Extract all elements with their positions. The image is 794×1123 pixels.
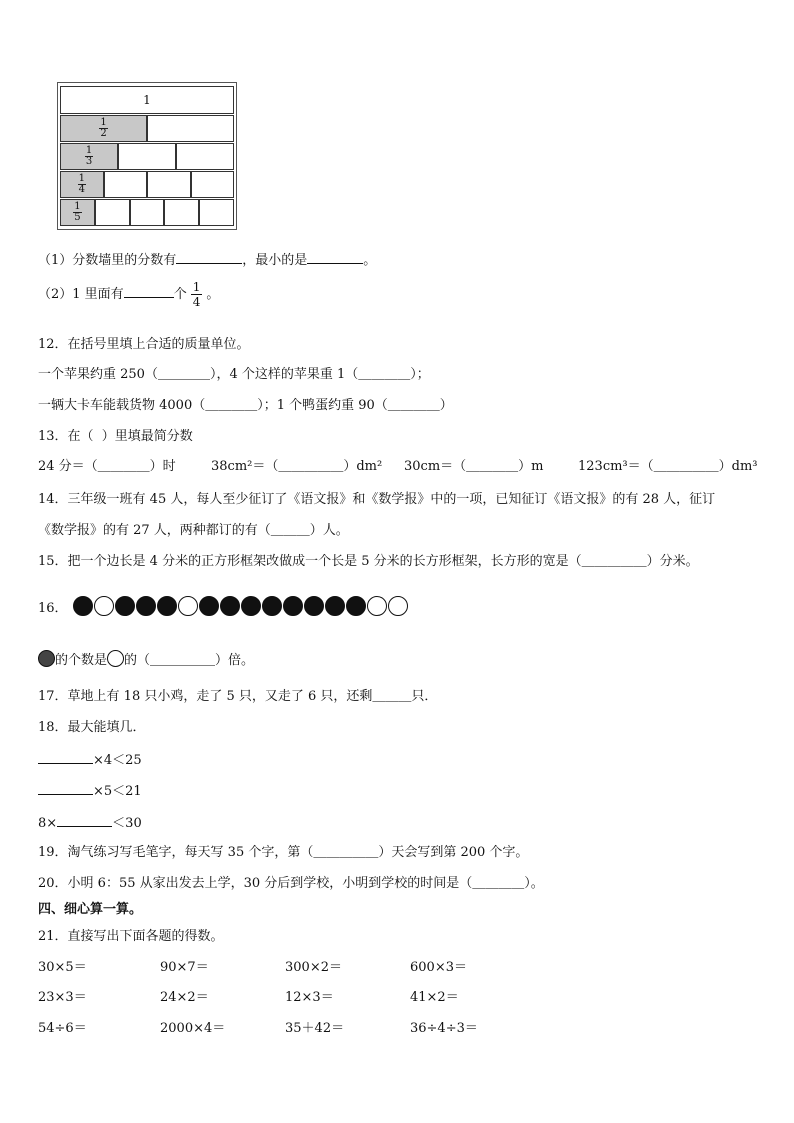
- white-circle-icon: [107, 650, 124, 667]
- black-bead-icon: [304, 596, 324, 616]
- q18-blank-1[interactable]: [38, 750, 93, 764]
- black-bead-icon: [283, 596, 303, 616]
- q18-line1: [38, 750, 142, 770]
- bead-row: [73, 596, 409, 620]
- black-circle-icon: [38, 650, 55, 667]
- white-bead-icon: [388, 596, 408, 616]
- wall-fraction-numerator: 1: [100, 117, 107, 128]
- q15-text: 15．把一个边长是 4 分米的正方形框架改做成一个长是 5 分米的长方形框架，长方形的宽是（＿＿＿＿＿）分米。: [38, 554, 699, 569]
- wall-fraction-label: [99, 118, 107, 139]
- calc-item: 36÷4÷3＝: [410, 1021, 478, 1036]
- calc-item: 90×7＝: [160, 960, 209, 975]
- q11-blank-count[interactable]: [124, 284, 174, 298]
- q18-title: 18．最大能填几．: [38, 720, 146, 735]
- q18-blank-3[interactable]: [57, 813, 112, 827]
- wall-cell: [60, 143, 118, 170]
- q14-line1: 14．三年级一班有 45 人，每人至少征订了《语文报》和《数学报》中的一项，已知征订《语文报》的有 28 人，征订: [38, 492, 716, 507]
- wall-cell: [147, 115, 234, 142]
- wall-fraction-denominator: 3: [85, 156, 93, 167]
- q14-line2: 《数学报》的有 27 人，两种都订的有（＿＿＿）人。: [38, 523, 349, 538]
- wall-cell: [60, 115, 147, 142]
- calc-item: 30×5＝: [38, 960, 87, 975]
- fraction-denominator: 4: [192, 295, 201, 309]
- q16-text-a: 的个数是: [55, 653, 108, 668]
- q18-blank-2[interactable]: [38, 781, 93, 795]
- q11-part2: [38, 280, 219, 310]
- black-bead-icon: [136, 596, 156, 616]
- black-bead-icon: [115, 596, 135, 616]
- q21-title: 21．直接写出下面各题的得数。: [38, 929, 224, 944]
- q16-question: [38, 650, 254, 670]
- wall-fraction-numerator: 1: [85, 145, 93, 156]
- wall-row-thirds: [60, 143, 234, 170]
- black-bead-icon: [220, 596, 240, 616]
- q18-line3: [38, 813, 142, 833]
- q13-items: [38, 458, 176, 476]
- black-bead-icon: [241, 596, 261, 616]
- calc-item: 54÷6＝: [38, 1021, 87, 1036]
- wall-fraction-label: [78, 174, 86, 195]
- calc-item: 41×2＝: [410, 990, 459, 1005]
- q18-line1-text: ×4＜25: [93, 753, 142, 768]
- q11-part2-text-a: （2）1 里面有: [38, 287, 124, 302]
- q11-blank-smallest[interactable]: [307, 250, 363, 264]
- wall-row-whole: [60, 86, 234, 114]
- black-bead-icon: [325, 596, 345, 616]
- black-bead-icon: [73, 596, 93, 616]
- section4-title: 四、细心算一算。: [38, 902, 143, 917]
- q12-line2: 一辆大卡车能载货物 4000（＿＿＿＿）；1 个鸭蛋约重 90（＿＿＿＿）: [38, 398, 453, 413]
- wall-fraction-label: [85, 146, 93, 167]
- wall-cell: [60, 199, 95, 226]
- wall-fraction-denominator: 5: [74, 212, 81, 223]
- q18-line2: [38, 781, 142, 801]
- wall-fraction-numerator: 1: [74, 201, 81, 212]
- q11-part2-text-b: 个: [173, 287, 187, 302]
- wall-cell: [191, 171, 235, 198]
- wall-fraction-label: [73, 202, 81, 223]
- calc-item: 35＋42＝: [285, 1021, 345, 1036]
- black-bead-icon: [199, 596, 219, 616]
- wall-whole-label: 1: [143, 93, 151, 107]
- q12-title: 12．在括号里填上合适的质量单位。: [38, 337, 250, 352]
- wall-cell: [118, 143, 176, 170]
- calc-item: 12×3＝: [285, 990, 334, 1005]
- q13-item-4: 123cm³＝（＿＿＿＿＿）dm³: [578, 459, 758, 474]
- calc-item: 600×3＝: [410, 960, 467, 975]
- q13-item-1: 24 分＝（＿＿＿＿）时: [38, 459, 176, 474]
- fraction-numerator: 1: [192, 280, 201, 294]
- q11-blank-fractions[interactable]: [176, 250, 242, 264]
- q11-part1-text-c: 。: [363, 253, 377, 268]
- wall-cell: [60, 171, 104, 198]
- wall-row-quarters: [60, 171, 234, 198]
- q12-line1: 一个苹果约重 250（＿＿＿＿），4 个这样的苹果重 1（＿＿＿＿）；: [38, 367, 430, 382]
- q20-text: 20．小明 6：55 从家出发去上学，30 分后到学校，小明到学校的时间是（＿＿＿＿）。: [38, 876, 544, 891]
- wall-cell: [130, 199, 165, 226]
- black-bead-icon: [157, 596, 177, 616]
- wall-cell: [104, 171, 148, 198]
- wall-fraction-denominator: 4: [78, 184, 85, 195]
- wall-row-fifths: [60, 199, 234, 226]
- q11-part1-text-b: ，最小的是: [242, 253, 308, 268]
- wall-cell: [199, 199, 234, 226]
- q13-title: 13．在（ ）里填最简分数: [38, 429, 193, 444]
- q13-item-2: 38cm²＝（＿＿＿＿＿）dm²: [211, 459, 383, 474]
- fraction-wall: [57, 82, 237, 230]
- fraction-one-quarter: [191, 280, 203, 309]
- white-bead-icon: [367, 596, 387, 616]
- q13-item-3: 30cm＝（＿＿＿＿）m: [404, 459, 544, 474]
- wall-cell: [164, 199, 199, 226]
- q18-line2-text: ×5＜21: [93, 784, 142, 799]
- wall-cell: [95, 199, 130, 226]
- black-bead-icon: [346, 596, 366, 616]
- q18-line3-text-b: ＜30: [112, 816, 142, 831]
- q19-text: 19．淘气练习写毛笔字，每天写 35 个字，第（＿＿＿＿＿）天会写到第 200 个字。: [38, 845, 529, 860]
- calc-item: 2000×4＝: [160, 1021, 226, 1036]
- calc-item: 24×2＝: [160, 990, 209, 1005]
- q17-text: 17．草地上有 18 只小鸡，走了 5 只，又走了 6 只，还剩＿＿＿只．: [38, 689, 438, 704]
- white-bead-icon: [178, 596, 198, 616]
- wall-cell: [176, 143, 234, 170]
- wall-cell: [147, 171, 191, 198]
- wall-fraction-denominator: 2: [100, 128, 107, 139]
- white-bead-icon: [94, 596, 114, 616]
- black-bead-icon: [262, 596, 282, 616]
- q11-part1: [38, 250, 376, 270]
- q16-text-b: 的（＿＿＿＿＿）倍。: [124, 653, 255, 668]
- q18-line3-text-a: 8×: [38, 816, 58, 831]
- wall-row-halves: [60, 115, 234, 142]
- q11-part2-text-c: 。: [206, 287, 220, 302]
- calc-item: 23×3＝: [38, 990, 87, 1005]
- q16-label: 16．: [38, 601, 68, 616]
- wall-cell-whole: [60, 86, 234, 114]
- q11-part1-text-a: （1）分数墙里的分数有: [38, 253, 177, 268]
- calc-item: 300×2＝: [285, 960, 342, 975]
- wall-fraction-numerator: 1: [78, 173, 85, 184]
